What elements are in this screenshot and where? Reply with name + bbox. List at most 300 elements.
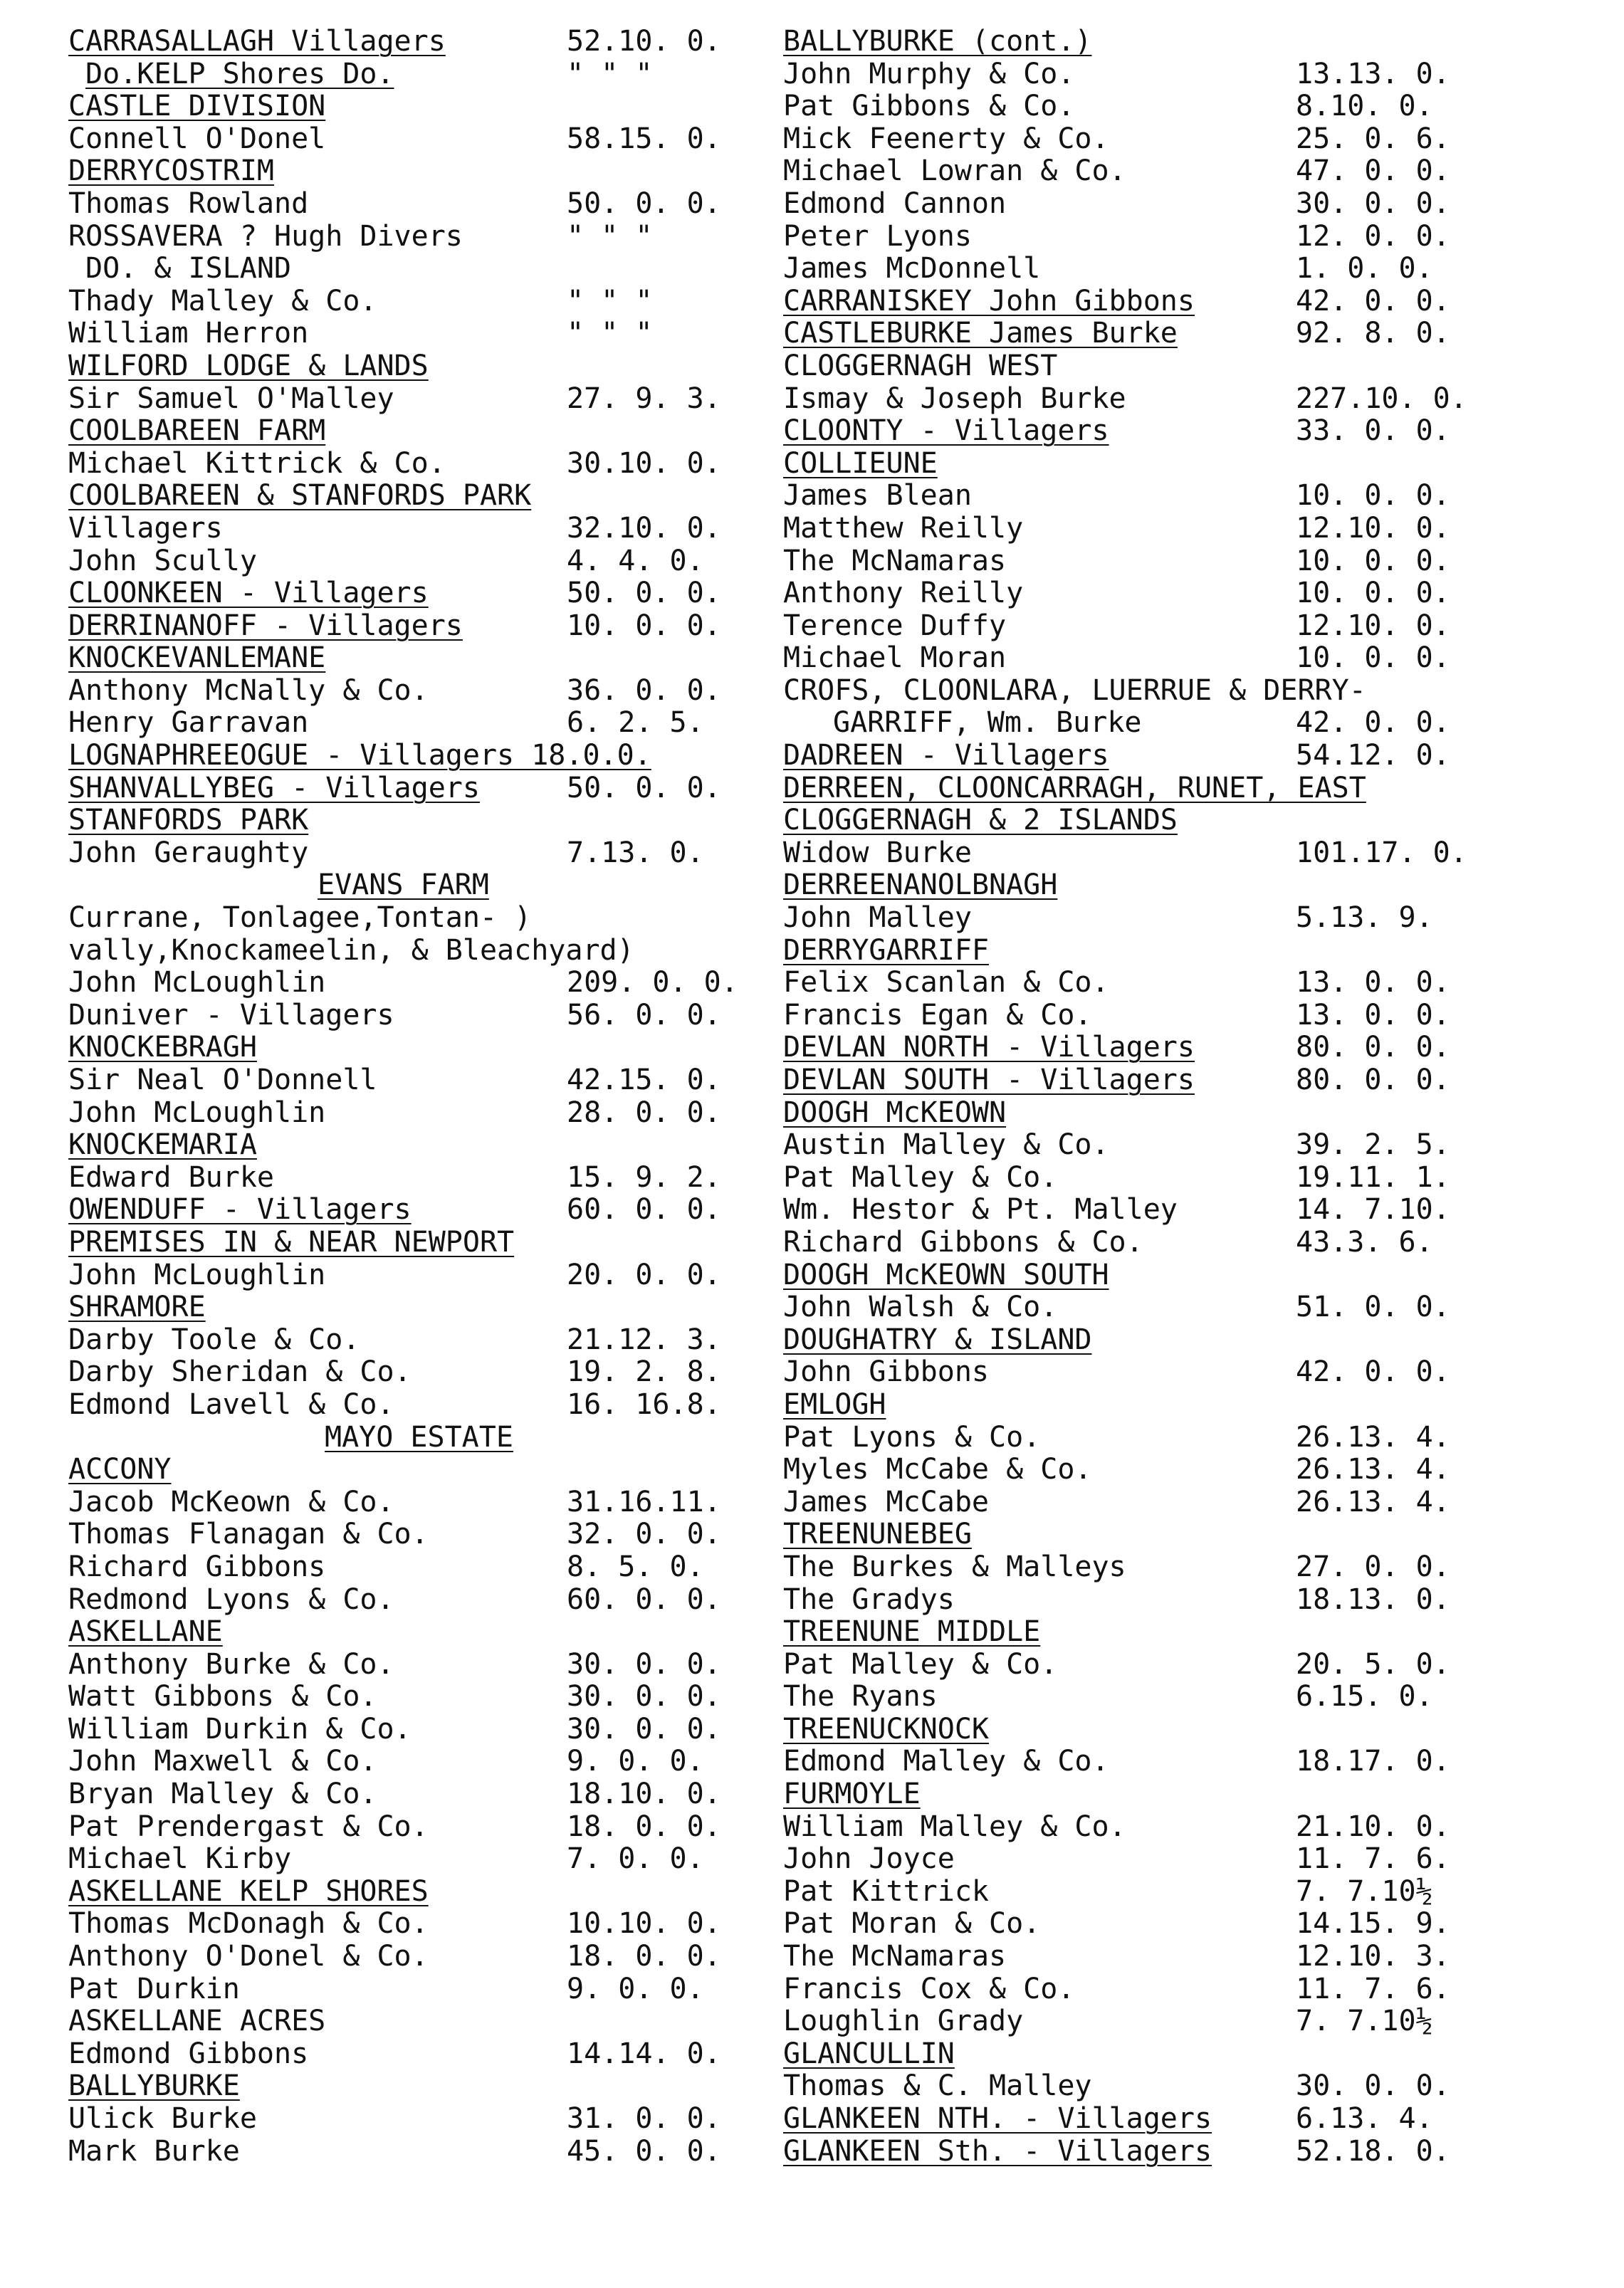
entry-name: Pat Malley & Co.	[783, 1160, 1058, 1194]
entry-amount: 12. 0. 0.	[1296, 219, 1450, 253]
entry-amount: 18. 0. 0.	[567, 1940, 721, 1973]
entry-name: John McLoughlin	[68, 1096, 326, 1129]
entry-amount: 39. 2. 5.	[1296, 1128, 1450, 1162]
entry-name: Currane, Tonlagee,Tontan- )	[68, 901, 532, 935]
entry-name: William Durkin & Co.	[68, 1712, 412, 1746]
ledger-entry	[68, 1778, 766, 1811]
ledger-entry	[783, 837, 1552, 870]
ledger-entry	[68, 1746, 766, 1778]
ledger-entry	[68, 1064, 766, 1097]
entry-amount: 43.3. 6.	[1296, 1225, 1433, 1259]
entry-name: Richard Gibbons	[68, 1550, 326, 1583]
entry-name: Edmond Gibbons	[68, 2037, 309, 2070]
ledger-entry	[68, 253, 766, 285]
entry-name: DOOGH McKEOWN	[783, 1096, 1007, 1129]
entry-amount: 13. 0. 0.	[1296, 966, 1450, 999]
entry-amount: 26.13. 4.	[1296, 1485, 1450, 1518]
entry-name: ASKELLANE ACRES	[68, 2005, 326, 2038]
entry-amount: 5.13. 9.	[1296, 901, 1433, 935]
entry-name: Michael Moran	[783, 641, 1007, 675]
entry-name: Widow Burke	[783, 836, 972, 869]
entry-name: The McNamaras	[783, 1940, 1007, 1973]
townland-heading	[68, 480, 766, 513]
entry-name: William Herron	[68, 317, 309, 350]
townland-heading	[783, 1714, 1552, 1746]
entry-name: CASTLEBURKE James Burke	[783, 317, 1178, 350]
entry-name: John Malley	[783, 901, 972, 935]
ledger-entry	[68, 1518, 766, 1551]
entry-name: COLLIEUNE	[783, 446, 938, 480]
entry-name: TREENUNE MIDDLE	[783, 1615, 1041, 1649]
entry-name: James McCabe	[783, 1485, 989, 1518]
entry-amount: 50. 0. 0.	[567, 577, 721, 610]
entry-name: SHANVALLYBEG - Villagers	[68, 771, 480, 804]
townland-heading	[68, 26, 766, 58]
entry-name: Ismay & Joseph Burke	[783, 382, 1126, 415]
entry-name: Matthew Reilly	[783, 511, 1024, 545]
ledger-entry	[68, 1908, 766, 1941]
ledger-entry	[68, 1811, 766, 1844]
entry-amount: 12.10. 3.	[1296, 1940, 1450, 1973]
ledger-entry	[68, 285, 766, 318]
ledger-entry	[68, 448, 766, 481]
ledger-entry	[68, 318, 766, 350]
entry-amount: 7. 0. 0.	[567, 1842, 704, 1876]
entry-amount: 27. 9. 3.	[567, 382, 721, 415]
entry-amount: 26.13. 4.	[1296, 1420, 1450, 1454]
townland-heading	[68, 58, 766, 91]
ledger-entry	[68, 1486, 766, 1519]
ledger-entry	[68, 707, 766, 740]
entry-name: Loughlin Grady	[783, 2005, 1024, 2038]
entry-amount: 30. 0. 0.	[567, 1712, 721, 1746]
ledger-entry	[783, 545, 1552, 578]
entry-name: DERRYCOSTRIM	[68, 154, 274, 188]
entry-amount: 50. 0. 0.	[567, 187, 721, 220]
ledger-entry	[68, 383, 766, 416]
entry-amount: 30. 0. 0.	[1296, 2069, 1450, 2103]
entry-name: DERRINANOFF - Villagers	[68, 609, 463, 642]
entry-amount: 42.15. 0.	[567, 1064, 721, 1096]
ledger-entry	[68, 1843, 766, 1876]
entry-name: TREENUNEBEG	[783, 1518, 972, 1551]
entry-name: Michael Kirby	[68, 1842, 292, 1876]
entry-name: Pat Kittrick	[783, 1874, 989, 1908]
ledger-entry	[68, 2103, 766, 2136]
entry-name: CARRANISKEY John Gibbons	[783, 284, 1195, 318]
section-heading	[68, 869, 766, 902]
entry-name: CLOONKEEN - Villagers	[68, 577, 429, 610]
entry-amount: 9. 0. 0.	[567, 1745, 704, 1778]
entry-amount: 12.10. 0.	[1296, 609, 1450, 642]
entry-name: DEVLAN NORTH - Villagers	[783, 1031, 1195, 1064]
entry-name: vally,Knockameelin, & Bleachyard)	[68, 933, 634, 967]
entry-name: Edmond Cannon	[783, 187, 1007, 220]
townland-heading	[68, 1194, 766, 1227]
entry-name: Watt Gibbons & Co.	[68, 1680, 377, 1714]
ledger-entry	[783, 221, 1552, 253]
entry-name: LOGNAPHREEOGUE - Villagers 18.0.0.	[68, 739, 651, 772]
entry-amount: 36. 0. 0.	[567, 673, 721, 707]
ledger-entry	[783, 610, 1552, 643]
entry-name: COOLBAREEN & STANFORDS PARK	[68, 479, 532, 513]
ledger-entry	[783, 90, 1552, 123]
entry-name: Do.KELP Shores Do.	[85, 57, 394, 90]
townland-heading	[68, 350, 766, 383]
entry-name: Mick Feenerty & Co.	[783, 122, 1109, 155]
entry-name: Pat Moran & Co.	[783, 1907, 1041, 1941]
entry-amount: 54.12. 0.	[1296, 739, 1450, 772]
townland-heading	[68, 1291, 766, 1324]
entry-amount: " " "	[567, 57, 653, 90]
entry-name: COOLBAREEN FARM	[68, 414, 326, 448]
ledger-entry	[783, 967, 1552, 999]
ledger-entry	[783, 1908, 1552, 1941]
ledger-entry	[68, 545, 766, 578]
ledger-entry	[68, 1714, 766, 1746]
entry-name: Pat Malley & Co.	[783, 1647, 1058, 1681]
entry-name: Bryan Malley & Co.	[68, 1778, 377, 1811]
entry-amount: 10. 0. 0.	[567, 609, 721, 642]
entry-name: Villagers	[68, 511, 223, 545]
entry-amount: 13.13. 0.	[1296, 57, 1450, 90]
entry-name: Myles McCabe & Co.	[783, 1453, 1092, 1486]
entry-amount: 9. 0. 0.	[567, 1972, 704, 2005]
townland-heading	[783, 804, 1552, 837]
entry-amount: 10. 0. 0.	[1296, 641, 1450, 675]
ledger-entry	[783, 513, 1552, 545]
townland-heading	[783, 2103, 1552, 2136]
entry-amount: 56. 0. 0.	[567, 998, 721, 1032]
entry-name: TREENUCKNOCK	[783, 1712, 989, 1746]
entry-name: Duniver - Villagers	[68, 998, 394, 1032]
entry-name: KNOCKEBRAGH	[68, 1031, 257, 1064]
section-heading	[68, 1422, 766, 1454]
entry-name: DERRYGARRIFF	[783, 933, 989, 967]
entry-name: John Joyce	[783, 1842, 955, 1876]
ledger-entry	[783, 1649, 1552, 1681]
left-column	[68, 26, 766, 2168]
entry-amount: " " "	[567, 317, 653, 350]
entry-name: CLOGGERNAGH WEST	[783, 349, 1058, 382]
ledger-entry	[783, 1941, 1552, 1973]
entry-name: ASKELLANE	[68, 1615, 223, 1649]
entry-name: Thady Malley & Co.	[68, 284, 377, 318]
entry-name: KNOCKEVANLEMANE	[68, 641, 326, 675]
entry-name: Edmond Lavell & Co.	[68, 1387, 394, 1421]
ledger-entry	[783, 1551, 1552, 1584]
ledger-entry	[68, 1941, 766, 1973]
townland-heading	[783, 2038, 1552, 2071]
entry-amount: 21.10. 0.	[1296, 1810, 1450, 1843]
ledger-entry	[68, 513, 766, 545]
entry-name: Felix Scanlan & Co.	[783, 966, 1109, 999]
entry-name: Michael Lowran & Co.	[783, 154, 1126, 188]
entry-amount: " " "	[567, 284, 653, 318]
entry-name: John Scully	[68, 544, 257, 577]
ledger-entry	[783, 1356, 1552, 1389]
entry-amount: 227.10. 0.	[1296, 382, 1467, 415]
entry-name: Thomas & C. Malley	[783, 2069, 1092, 2103]
entry-name: DERREEN, CLOONCARRAGH, RUNET, EAST	[783, 771, 1366, 804]
ledger-entry	[783, 1681, 1552, 1714]
entry-name: SHRAMORE	[68, 1291, 206, 1324]
townland-heading	[68, 2070, 766, 2103]
ledger-entry	[68, 1162, 766, 1195]
ledger-entry	[783, 1129, 1552, 1162]
townland-heading	[68, 90, 766, 123]
entry-amount: 26.13. 4.	[1296, 1453, 1450, 1486]
entry-amount: 60. 0. 0.	[567, 1583, 721, 1616]
entry-name: CLOGGERNAGH & 2 ISLANDS	[783, 804, 1178, 837]
ledger-entry	[783, 2070, 1552, 2103]
townland-heading	[783, 772, 1552, 805]
entry-name: DOUGHATRY & ISLAND	[783, 1323, 1092, 1356]
entry-name: CASTLE DIVISION	[68, 90, 326, 123]
entry-amount: 30.10. 0.	[567, 446, 721, 480]
townland-heading	[783, 2136, 1552, 2168]
entry-amount: 32. 0. 0.	[567, 1518, 721, 1551]
townland-heading	[68, 642, 766, 675]
entry-amount: 18.10. 0.	[567, 1778, 721, 1811]
townland-heading	[783, 1389, 1552, 1422]
townland-heading	[68, 1876, 766, 1909]
entry-amount: 8. 5. 0.	[567, 1550, 704, 1583]
ledger-entry	[783, 1876, 1552, 1909]
ledger-entry	[68, 1259, 766, 1292]
entry-name: Pat Prendergast & Co.	[68, 1810, 429, 1843]
ledger-entry	[68, 1649, 766, 1681]
entry-name: Henry Garravan	[68, 706, 309, 740]
ledger-entry	[68, 675, 766, 708]
townland-heading	[783, 318, 1552, 350]
entry-name: EMLOGH	[783, 1387, 886, 1421]
ledger-entry	[783, 642, 1552, 675]
entry-name: GLANCULLIN	[783, 2037, 955, 2070]
entry-name: John Geraughty	[68, 836, 309, 869]
entry-name: John Murphy & Co.	[783, 57, 1075, 90]
entry-name: KNOCKEMARIA	[68, 1128, 257, 1162]
entry-name: Anthony McNally & Co.	[68, 673, 429, 707]
entry-name: James McDonnell	[783, 252, 1041, 285]
townland-heading	[68, 772, 766, 805]
entry-name: John McLoughlin	[68, 1258, 326, 1291]
entry-amount: 209. 0. 0.	[567, 966, 738, 999]
ledger-entry	[68, 1584, 766, 1617]
entry-amount: 7. 7.10½	[1296, 1874, 1433, 1908]
entry-amount: 12.10. 0.	[1296, 511, 1450, 545]
entry-amount: 80. 0. 0.	[1296, 1031, 1450, 1064]
entry-amount: 21.12. 3.	[567, 1323, 721, 1356]
entry-name: Peter Lyons	[783, 219, 972, 253]
entry-amount: 27. 0. 0.	[1296, 1550, 1450, 1583]
entry-name: John Walsh & Co.	[783, 1291, 1058, 1324]
entry-name: CLOONTY - Villagers	[783, 414, 1109, 448]
entry-amount: 47. 0. 0.	[1296, 154, 1450, 188]
ledger-entry	[68, 935, 766, 967]
townland-heading	[783, 1616, 1552, 1649]
ledger-entry	[783, 1811, 1552, 1844]
townland-heading	[68, 1032, 766, 1064]
entry-amount: 16. 16.8.	[567, 1387, 721, 1421]
entry-name: Darby Sheridan & Co.	[68, 1355, 412, 1389]
entry-name: Pat Gibbons & Co.	[783, 90, 1075, 123]
ledger-entry	[783, 1227, 1552, 1259]
right-column	[783, 26, 1552, 2168]
ledger-entry	[68, 837, 766, 870]
entry-name: GARRIFF, Wm. Burke	[833, 706, 1142, 740]
entry-name: Redmond Lyons & Co.	[68, 1583, 394, 1616]
ledger-entry	[68, 902, 766, 935]
entry-amount: 42. 0. 0.	[1296, 284, 1450, 318]
entry-name: Thomas Rowland	[68, 187, 309, 220]
entry-name: WILFORD LODGE & LANDS	[68, 349, 429, 382]
entry-amount: 52.10. 0.	[567, 25, 721, 58]
entry-name: DEVLAN SOUTH - Villagers	[783, 1064, 1195, 1096]
entry-amount: 19. 2. 8.	[567, 1355, 721, 1389]
townland-heading	[783, 1064, 1552, 1097]
townland-heading	[783, 675, 1552, 708]
ledger-entry	[783, 1843, 1552, 1876]
entry-name: The Gradys	[783, 1583, 955, 1616]
entry-amount: 42. 0. 0.	[1296, 706, 1450, 740]
entry-amount: 52.18. 0.	[1296, 2134, 1450, 2168]
entry-amount: 14.15. 9.	[1296, 1907, 1450, 1941]
ledger-entry	[783, 707, 1552, 740]
entry-name: Darby Toole & Co.	[68, 1323, 360, 1356]
entry-amount: 30. 0. 0.	[567, 1647, 721, 1681]
ledger-entry	[783, 1422, 1552, 1454]
townland-heading	[783, 285, 1552, 318]
townland-heading	[783, 415, 1552, 448]
entry-amount: 10. 0. 0.	[1296, 577, 1450, 610]
entry-amount: 13. 0. 0.	[1296, 998, 1450, 1032]
entry-name: The Ryans	[783, 1680, 938, 1714]
townland-heading	[68, 1616, 766, 1649]
ledger-entry	[68, 999, 766, 1032]
townland-heading	[68, 610, 766, 643]
entry-amount: 51. 0. 0.	[1296, 1291, 1450, 1324]
entry-name: OWENDUFF - Villagers	[68, 1193, 412, 1227]
ledger-entry	[783, 383, 1552, 416]
entry-amount: 28. 0. 0.	[567, 1096, 721, 1129]
ledger-entry	[783, 1584, 1552, 1617]
entry-amount: 10. 0. 0.	[1296, 479, 1450, 513]
entry-name: PREMISES IN & NEAR NEWPORT	[68, 1225, 515, 1259]
entry-name: Pat Lyons & Co.	[783, 1420, 1041, 1454]
entry-name: DADREEN - Villagers	[783, 739, 1109, 772]
entry-name: ROSSAVERA ? Hugh Divers	[68, 219, 463, 253]
ledger-entry	[783, 1454, 1552, 1486]
entry-name: Ulick Burke	[68, 2102, 257, 2135]
entry-amount: 10. 0. 0.	[1296, 544, 1450, 577]
townland-heading	[783, 26, 1552, 58]
ledger-entry	[68, 1551, 766, 1584]
entry-amount: 45. 0. 0.	[567, 2134, 721, 2168]
townland-heading	[68, 804, 766, 837]
entry-name: STANFORDS PARK	[68, 804, 309, 837]
entry-amount: 18.13. 0.	[1296, 1583, 1450, 1616]
townland-heading	[783, 1259, 1552, 1292]
entry-name: Edmond Malley & Co.	[783, 1745, 1109, 1778]
entry-amount: 50. 0. 0.	[567, 771, 721, 804]
entry-name: Thomas Flanagan & Co.	[68, 1518, 429, 1551]
townland-heading	[68, 415, 766, 448]
entry-name: Anthony Burke & Co.	[68, 1647, 394, 1681]
ledger-entry	[68, 1973, 766, 2006]
townland-heading	[783, 1324, 1552, 1357]
entry-name: CROFS, CLOONLARA, LUERRUE & DERRY-	[783, 673, 1366, 707]
ledger-entry	[783, 188, 1552, 221]
entry-amount: 60. 0. 0.	[567, 1193, 721, 1227]
townland-heading	[783, 740, 1552, 772]
ledger-entry	[783, 902, 1552, 935]
entry-name: Edward Burke	[68, 1160, 274, 1194]
entry-amount: 15. 9. 2.	[567, 1160, 721, 1194]
entry-name: ACCONY	[68, 1453, 172, 1486]
entry-amount: 7. 7.10½	[1296, 2005, 1433, 2038]
townland-heading	[783, 1097, 1552, 1130]
entry-name: John Gibbons	[783, 1355, 989, 1389]
entry-name: Michael Kittrick & Co.	[68, 446, 446, 480]
entry-amount: 30. 0. 0.	[1296, 187, 1450, 220]
entry-amount: 4. 4. 0.	[567, 544, 704, 577]
entry-amount: 31. 0. 0.	[567, 2102, 721, 2135]
entry-amount: 14. 7.10.	[1296, 1193, 1450, 1227]
entry-name: Wm. Hestor & Pt. Malley	[783, 1193, 1178, 1227]
entry-name: CARRASALLAGH Villagers	[68, 25, 446, 58]
entry-name: James Blean	[783, 479, 972, 513]
entry-amount: 6. 2. 5.	[567, 706, 704, 740]
ledger-entry	[68, 2136, 766, 2168]
entry-name: MAYO ESTATE	[325, 1420, 513, 1454]
townland-heading	[68, 155, 766, 188]
entry-name: Anthony Reilly	[783, 577, 1024, 610]
entry-name: John Maxwell & Co.	[68, 1745, 377, 1778]
entry-name: GLANKEEN Sth. - Villagers	[783, 2134, 1212, 2168]
entry-name: ASKELLANE KELP SHORES	[68, 1874, 429, 1908]
entry-amount: 1. 0. 0.	[1296, 252, 1433, 285]
ledger-entry	[68, 1681, 766, 1714]
entry-amount: 20. 0. 0.	[567, 1258, 721, 1291]
entry-name: FURMOYLE	[783, 1778, 921, 1811]
townland-heading	[68, 577, 766, 610]
ledger-entry	[68, 123, 766, 156]
entry-name: Francis Egan & Co.	[783, 998, 1092, 1032]
entry-name: John McLoughlin	[68, 966, 326, 999]
entry-amount: 8.10. 0.	[1296, 90, 1433, 123]
entry-name: Sir Neal O'Donnell	[68, 1064, 377, 1096]
entry-amount: 19.11. 1.	[1296, 1160, 1450, 1194]
townland-heading	[783, 350, 1552, 383]
entry-amount: 25. 0. 6.	[1296, 122, 1450, 155]
entry-amount: 18.17. 0.	[1296, 1745, 1450, 1778]
entry-amount: 32.10. 0.	[567, 511, 721, 545]
ledger-entry	[68, 967, 766, 999]
townland-heading	[783, 1778, 1552, 1811]
ledger-entry	[783, 155, 1552, 188]
entry-amount: 7.13. 0.	[567, 836, 704, 869]
entry-name: EVANS FARM	[318, 869, 489, 902]
townland-heading	[68, 1227, 766, 1259]
ledger-entry	[68, 1389, 766, 1422]
ledger-entry	[783, 1973, 1552, 2006]
ledger-entry	[783, 480, 1552, 513]
entry-amount: 80. 0. 0.	[1296, 1064, 1450, 1096]
entry-name: Terence Duffy	[783, 609, 1007, 642]
entry-amount: 33. 0. 0.	[1296, 414, 1450, 448]
entry-amount: 14.14. 0.	[567, 2037, 721, 2070]
